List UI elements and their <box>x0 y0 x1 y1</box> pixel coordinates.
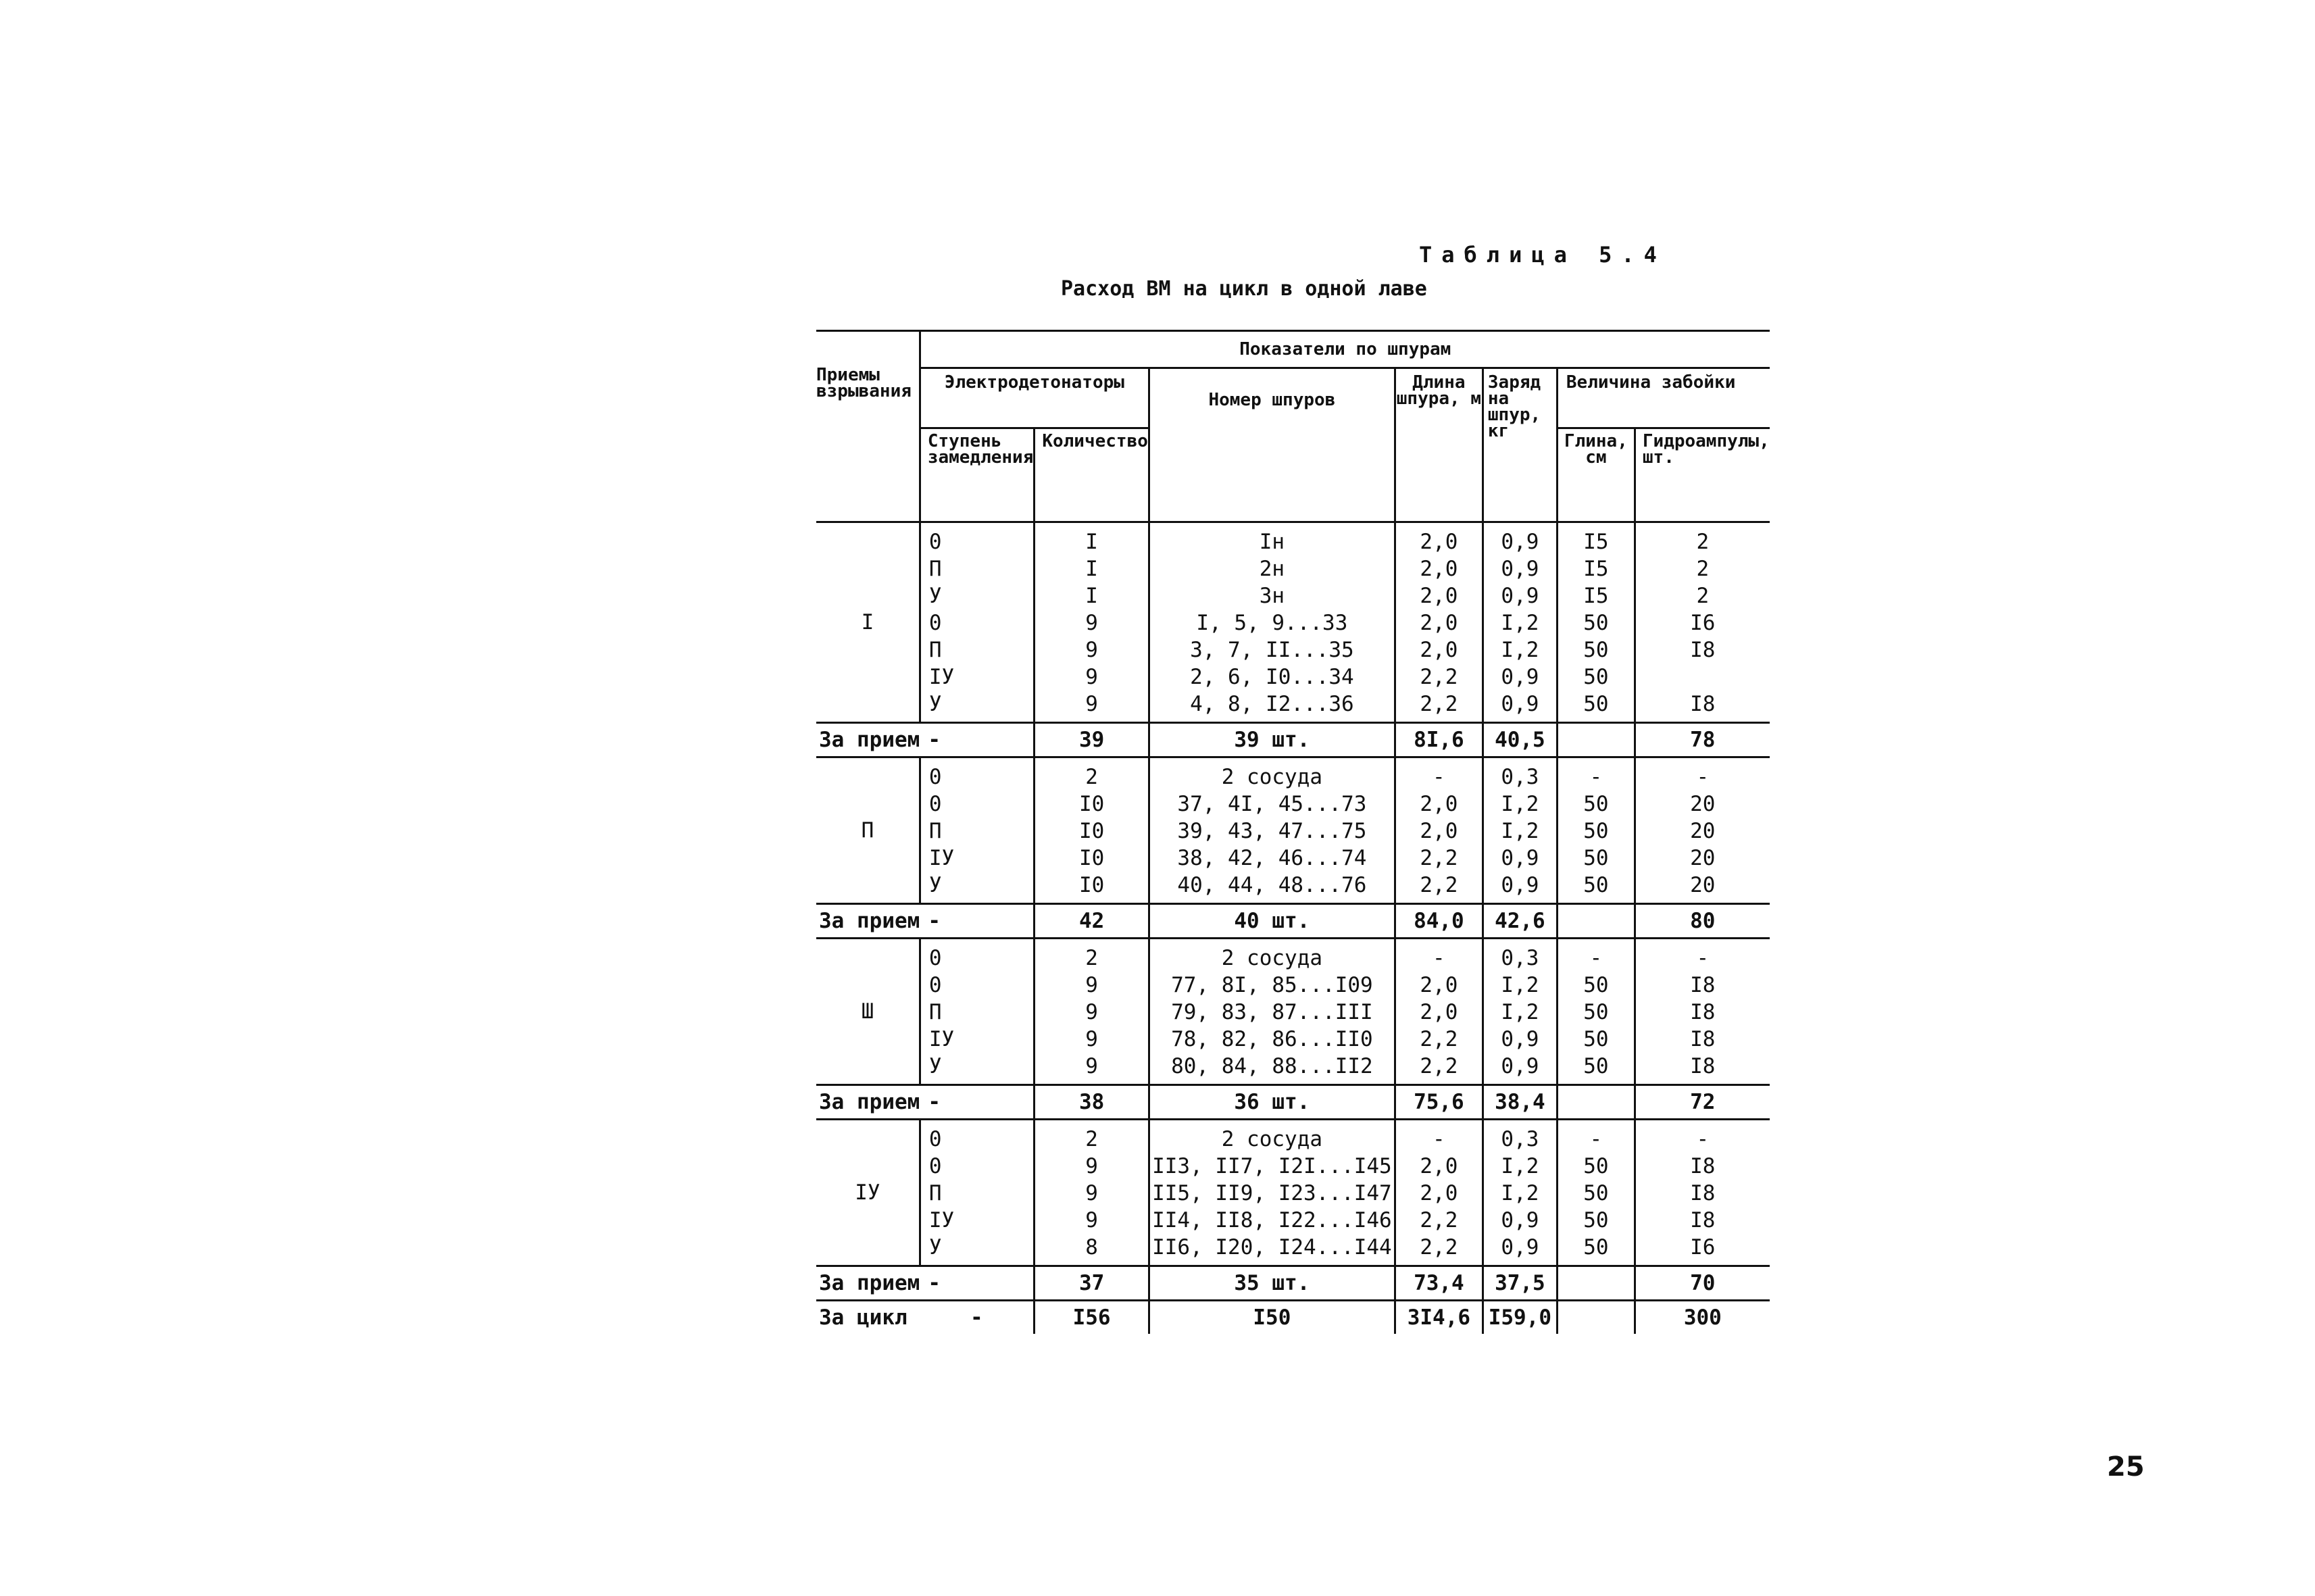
subtotal-row <box>816 1266 1770 1301</box>
table-row <box>816 1153 1770 1180</box>
cell-holes: II5, II9, I23...I47 <box>1149 1180 1395 1207</box>
cell-holes: 3, 7, II...35 <box>1149 637 1395 664</box>
cell-length: 2,0 <box>1395 1153 1483 1180</box>
table-row <box>816 1180 1770 1207</box>
col-length-header: Длина шпура, м <box>1395 368 1483 522</box>
cell-charge: 0,9 <box>1483 555 1557 582</box>
cell-delay: 0 <box>920 757 1035 791</box>
cell-delay: П <box>920 555 1035 582</box>
subtotal-label: За прием <box>816 1085 920 1120</box>
subtotal-length: 8I,6 <box>1395 723 1483 757</box>
cell-count: 9 <box>1035 1180 1149 1207</box>
subtotal-holes: 35 шт. <box>1149 1266 1395 1301</box>
cell-length: 2,2 <box>1395 1234 1483 1266</box>
cell-clay: 50 <box>1557 637 1635 664</box>
table-row <box>816 609 1770 637</box>
cell-length: 2,2 <box>1395 845 1483 872</box>
cell-charge: I,2 <box>1483 609 1557 637</box>
subtotal-delay: - <box>920 904 1035 939</box>
cell-count: 9 <box>1035 691 1149 723</box>
cell-clay: - <box>1557 1120 1635 1153</box>
cell-amp: I8 <box>1635 1207 1769 1234</box>
cell-count: 9 <box>1035 999 1149 1026</box>
table-row <box>816 818 1770 845</box>
cell-holes: II3, II7, I2I...I45 <box>1149 1153 1395 1180</box>
cell-delay: 0 <box>920 1120 1035 1153</box>
stemming-group-header: Величина забойки <box>1557 368 1769 428</box>
cell-count: 2 <box>1035 939 1149 972</box>
cell-delay: П <box>920 818 1035 845</box>
cell-amp: I6 <box>1635 1234 1769 1266</box>
method-cell: I <box>861 610 874 634</box>
cell-clay: 50 <box>1557 791 1635 818</box>
table-row <box>816 1026 1770 1053</box>
cycle-total-amp: 300 <box>1635 1301 1769 1335</box>
cell-amp <box>1635 664 1769 691</box>
table-row <box>816 555 1770 582</box>
subtotal-length: 75,6 <box>1395 1085 1483 1120</box>
table-row <box>816 791 1770 818</box>
table-row <box>816 637 1770 664</box>
cell-count: I0 <box>1035 818 1149 845</box>
subtotal-delay: - <box>920 1085 1035 1120</box>
consumption-table <box>816 330 1770 1334</box>
cell-length: 2,0 <box>1395 999 1483 1026</box>
cell-clay: 50 <box>1557 664 1635 691</box>
table-row <box>816 1234 1770 1266</box>
method-cell: Ш <box>861 999 874 1024</box>
subtotal-count: 38 <box>1035 1085 1149 1120</box>
cell-count: I <box>1035 582 1149 609</box>
cell-delay: 0 <box>920 791 1035 818</box>
cell-amp: 2 <box>1635 522 1769 556</box>
cell-count: I0 <box>1035 872 1149 904</box>
cell-holes: 79, 83, 87...III <box>1149 999 1395 1026</box>
cell-holes: 2 сосуда <box>1149 939 1395 972</box>
cell-delay: У <box>920 872 1035 904</box>
table-row <box>816 582 1770 609</box>
cycle-total-holes: I50 <box>1149 1301 1395 1335</box>
table-body <box>816 522 1770 1335</box>
subtotal-label: За прием <box>816 1266 920 1301</box>
table-row <box>816 1207 1770 1234</box>
table-row <box>816 845 1770 872</box>
detonators-group-header: Электродетонаторы <box>920 368 1149 428</box>
cell-holes: Iн <box>1149 522 1395 556</box>
cell-delay: У <box>920 1234 1035 1266</box>
subtotal-clay <box>1557 723 1635 757</box>
cell-holes: 78, 82, 86...II0 <box>1149 1026 1395 1053</box>
cell-clay: I5 <box>1557 555 1635 582</box>
table-row <box>816 1120 1770 1153</box>
cell-count: 9 <box>1035 637 1149 664</box>
cycle-total-length: 3I4,6 <box>1395 1301 1483 1335</box>
cell-length: - <box>1395 757 1483 791</box>
cell-holes: II4, II8, I22...I46 <box>1149 1207 1395 1234</box>
table-row <box>816 1053 1770 1085</box>
cell-count: 9 <box>1035 1153 1149 1180</box>
cell-length: 2,2 <box>1395 1207 1483 1234</box>
table-title: Расход ВМ на цикл в одной лаве <box>1061 277 1427 301</box>
cell-clay: 50 <box>1557 872 1635 904</box>
subtotal-delay: - <box>920 723 1035 757</box>
cell-clay: I5 <box>1557 582 1635 609</box>
subtotal-charge: 42,6 <box>1483 904 1557 939</box>
subtotal-label: За прием <box>816 904 920 939</box>
cell-clay: 50 <box>1557 845 1635 872</box>
cell-charge: I,2 <box>1483 999 1557 1026</box>
cell-holes: 2 сосуда <box>1149 1120 1395 1153</box>
subtotal-length: 84,0 <box>1395 904 1483 939</box>
cell-holes: 37, 4I, 45...73 <box>1149 791 1395 818</box>
cell-charge: 0,3 <box>1483 1120 1557 1153</box>
cell-delay: 0 <box>920 609 1035 637</box>
cell-holes: 38, 42, 46...74 <box>1149 845 1395 872</box>
cell-delay: 0 <box>920 522 1035 556</box>
col-clay-header: Глина, см <box>1557 428 1635 522</box>
table-row <box>816 939 1770 972</box>
cell-length: 2,2 <box>1395 872 1483 904</box>
cell-amp: 20 <box>1635 818 1769 845</box>
cell-delay: У <box>920 691 1035 723</box>
cell-amp: 2 <box>1635 582 1769 609</box>
cell-charge: I,2 <box>1483 637 1557 664</box>
subtotal-label: За прием <box>816 723 920 757</box>
cell-holes: 2, 6, I0...34 <box>1149 664 1395 691</box>
cell-amp: I8 <box>1635 999 1769 1026</box>
cell-clay: I5 <box>1557 522 1635 556</box>
cell-holes: 4, 8, I2...36 <box>1149 691 1395 723</box>
cell-charge: 0,9 <box>1483 582 1557 609</box>
subtotal-holes: 39 шт. <box>1149 723 1395 757</box>
cell-count: 2 <box>1035 1120 1149 1153</box>
table-row <box>816 757 1770 791</box>
subtotal-clay <box>1557 1266 1635 1301</box>
cell-delay: П <box>920 637 1035 664</box>
table-row <box>816 972 1770 999</box>
cell-charge: 0,9 <box>1483 522 1557 556</box>
cell-clay: 50 <box>1557 1053 1635 1085</box>
cell-amp: I8 <box>1635 1153 1769 1180</box>
cell-charge: 0,9 <box>1483 664 1557 691</box>
cell-length: 2,0 <box>1395 609 1483 637</box>
subtotal-delay: - <box>920 1266 1035 1301</box>
cell-delay: 0 <box>920 1153 1035 1180</box>
table-row <box>816 999 1770 1026</box>
cell-count: I0 <box>1035 791 1149 818</box>
cycle-total-clay <box>1557 1301 1635 1335</box>
cell-length: 2,0 <box>1395 637 1483 664</box>
cycle-total-charge: I59,0 <box>1483 1301 1557 1335</box>
cycle-total-delay: - <box>970 1305 983 1330</box>
subtotal-clay <box>1557 904 1635 939</box>
cell-clay: 50 <box>1557 609 1635 637</box>
subtotal-amp: 72 <box>1635 1085 1769 1120</box>
cell-clay: 50 <box>1557 818 1635 845</box>
cell-delay: П <box>920 999 1035 1026</box>
cell-length: - <box>1395 1120 1483 1153</box>
cell-amp: I8 <box>1635 972 1769 999</box>
cycle-total-row <box>816 1301 1770 1335</box>
cell-length: 2,0 <box>1395 818 1483 845</box>
cell-charge: I,2 <box>1483 972 1557 999</box>
cell-delay: IУ <box>920 845 1035 872</box>
table-row <box>816 691 1770 723</box>
subtotal-holes: 40 шт. <box>1149 904 1395 939</box>
cell-charge: I,2 <box>1483 791 1557 818</box>
cell-charge: 0,3 <box>1483 939 1557 972</box>
col-ampoules-header: Гидроампулы, шт. <box>1635 428 1769 522</box>
cell-charge: I,2 <box>1483 818 1557 845</box>
cell-length: - <box>1395 939 1483 972</box>
cell-count: 9 <box>1035 972 1149 999</box>
cell-delay: IУ <box>920 664 1035 691</box>
cell-amp: - <box>1635 757 1769 791</box>
col-delay-header: Ступень замедления <box>920 428 1035 522</box>
cell-amp: 2 <box>1635 555 1769 582</box>
cell-clay: 50 <box>1557 999 1635 1026</box>
subtotal-charge: 38,4 <box>1483 1085 1557 1120</box>
cell-count: 9 <box>1035 1207 1149 1234</box>
cell-length: 2,2 <box>1395 691 1483 723</box>
cell-charge: 0,9 <box>1483 1207 1557 1234</box>
table-row <box>816 522 1770 556</box>
cell-length: 2,0 <box>1395 522 1483 556</box>
cell-amp: 20 <box>1635 872 1769 904</box>
cell-clay: - <box>1557 939 1635 972</box>
subtotal-amp: 78 <box>1635 723 1769 757</box>
cell-count: I0 <box>1035 845 1149 872</box>
cycle-total-count: I56 <box>1035 1301 1149 1335</box>
cell-amp: I8 <box>1635 1026 1769 1053</box>
cell-amp: I6 <box>1635 609 1769 637</box>
cell-clay: 50 <box>1557 972 1635 999</box>
cell-delay: IУ <box>920 1026 1035 1053</box>
method-cell: П <box>861 818 874 843</box>
cell-holes: II6, I20, I24...I44 <box>1149 1234 1395 1266</box>
holes-group-header: Показатели по шпурам <box>920 331 1769 368</box>
col-hole-no-header: Номер шпуров <box>1149 368 1395 522</box>
cell-amp: I8 <box>1635 637 1769 664</box>
subtotal-length: 73,4 <box>1395 1266 1483 1301</box>
cell-holes: 2н <box>1149 555 1395 582</box>
cell-delay: У <box>920 1053 1035 1085</box>
cell-clay: 50 <box>1557 1153 1635 1180</box>
cell-count: 9 <box>1035 664 1149 691</box>
cell-length: 2,2 <box>1395 664 1483 691</box>
subtotal-row <box>816 723 1770 757</box>
cell-amp: I8 <box>1635 691 1769 723</box>
subtotal-charge: 40,5 <box>1483 723 1557 757</box>
cell-charge: 0,9 <box>1483 872 1557 904</box>
cell-count: 8 <box>1035 1234 1149 1266</box>
cell-length: 2,2 <box>1395 1053 1483 1085</box>
subtotal-count: 42 <box>1035 904 1149 939</box>
col-count-header: Количество <box>1035 428 1149 522</box>
cell-delay: У <box>920 582 1035 609</box>
cell-charge: 0,3 <box>1483 757 1557 791</box>
cell-count: I <box>1035 555 1149 582</box>
subtotal-holes: 36 шт. <box>1149 1085 1395 1120</box>
table-row <box>816 872 1770 904</box>
cell-delay: 0 <box>920 939 1035 972</box>
cycle-total-label: За цикл <box>819 1305 907 1330</box>
cell-length: 2,0 <box>1395 582 1483 609</box>
cell-charge: I,2 <box>1483 1153 1557 1180</box>
subtotal-charge: 37,5 <box>1483 1266 1557 1301</box>
cell-charge: 0,9 <box>1483 1026 1557 1053</box>
cell-length: 2,2 <box>1395 1026 1483 1053</box>
table-row <box>816 664 1770 691</box>
cell-holes: I, 5, 9...33 <box>1149 609 1395 637</box>
cell-clay: 50 <box>1557 1180 1635 1207</box>
cell-count: 2 <box>1035 757 1149 791</box>
cell-clay: 50 <box>1557 1026 1635 1053</box>
cell-holes: 39, 43, 47...75 <box>1149 818 1395 845</box>
cell-delay: П <box>920 1180 1035 1207</box>
cell-count: I <box>1035 522 1149 556</box>
subtotal-amp: 70 <box>1635 1266 1769 1301</box>
cell-holes: 3н <box>1149 582 1395 609</box>
table-label: Таблица 5.4 <box>1419 242 1666 268</box>
cell-amp: - <box>1635 1120 1769 1153</box>
cell-length: 2,0 <box>1395 555 1483 582</box>
cell-delay: IУ <box>920 1207 1035 1234</box>
cell-length: 2,0 <box>1395 791 1483 818</box>
subtotal-row <box>816 1085 1770 1120</box>
cell-count: 9 <box>1035 609 1149 637</box>
cell-clay: 50 <box>1557 1234 1635 1266</box>
cell-holes: 80, 84, 88...II2 <box>1149 1053 1395 1085</box>
subtotal-row <box>816 904 1770 939</box>
page-number: 25 <box>2107 1451 2145 1482</box>
subtotal-clay <box>1557 1085 1635 1120</box>
method-cell: IУ <box>855 1180 880 1205</box>
cell-charge: I,2 <box>1483 1180 1557 1207</box>
cell-amp: 20 <box>1635 791 1769 818</box>
cell-clay: - <box>1557 757 1635 791</box>
cell-clay: 50 <box>1557 691 1635 723</box>
cell-clay: 50 <box>1557 1207 1635 1234</box>
col-charge-header: Заряд на шпур, кг <box>1483 368 1557 522</box>
cell-charge: 0,9 <box>1483 1053 1557 1085</box>
cell-count: 9 <box>1035 1053 1149 1085</box>
cell-length: 2,0 <box>1395 972 1483 999</box>
cell-charge: 0,9 <box>1483 691 1557 723</box>
cell-charge: 0,9 <box>1483 1234 1557 1266</box>
col-method-header: Приемы взрывания <box>816 331 920 522</box>
cell-holes: 2 сосуда <box>1149 757 1395 791</box>
cell-delay: 0 <box>920 972 1035 999</box>
cell-count: 9 <box>1035 1026 1149 1053</box>
cell-length: 2,0 <box>1395 1180 1483 1207</box>
subtotal-count: 39 <box>1035 723 1149 757</box>
cell-amp: 20 <box>1635 845 1769 872</box>
subtotal-count: 37 <box>1035 1266 1149 1301</box>
cell-holes: 77, 8I, 85...I09 <box>1149 972 1395 999</box>
cell-amp: I8 <box>1635 1053 1769 1085</box>
cell-holes: 40, 44, 48...76 <box>1149 872 1395 904</box>
cell-charge: 0,9 <box>1483 845 1557 872</box>
subtotal-amp: 80 <box>1635 904 1769 939</box>
cell-amp: I8 <box>1635 1180 1769 1207</box>
cell-amp: - <box>1635 939 1769 972</box>
